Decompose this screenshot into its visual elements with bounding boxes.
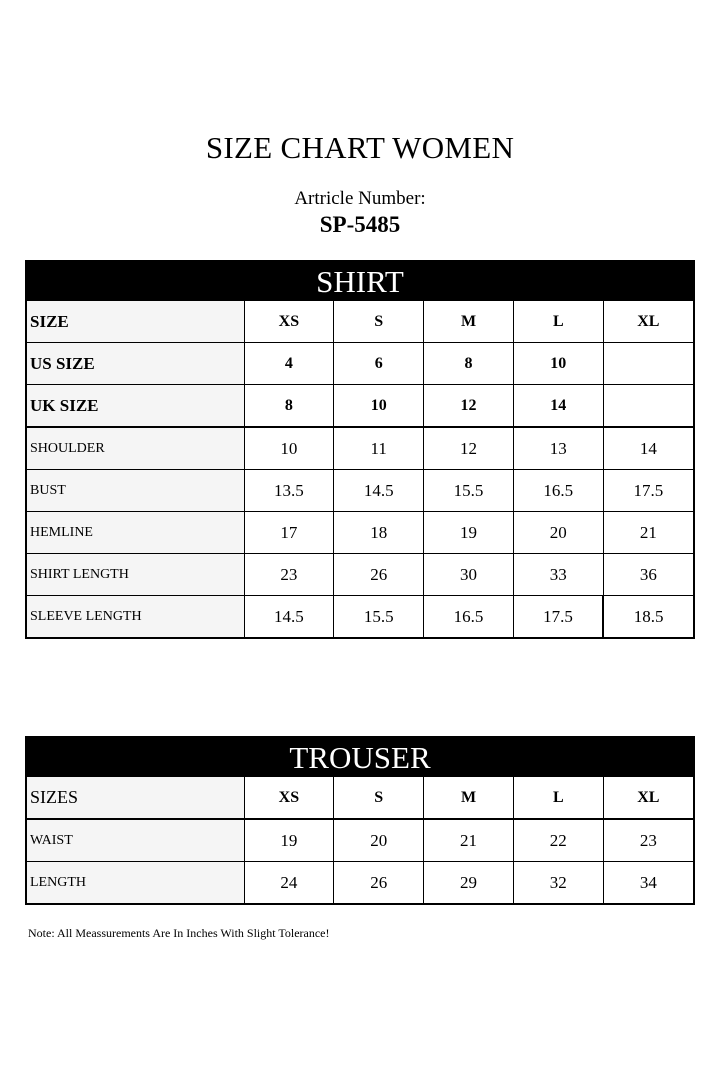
table-cell: 13 — [513, 427, 603, 470]
row-label: SLEEVE LENGTH — [27, 596, 244, 638]
table-cell: 19 — [424, 512, 514, 554]
size-col-s: S — [334, 777, 424, 820]
table-cell: 15.5 — [424, 470, 514, 512]
table-cell: 21 — [603, 512, 693, 554]
row-label: WAIST — [27, 819, 244, 862]
size-header-label: SIZE — [27, 301, 244, 343]
measurement-note: Note: All Meassurements Are In Inches With Slight Tolerance! — [28, 926, 330, 940]
table-cell: 10 — [334, 385, 424, 428]
table-row — [27, 512, 693, 554]
size-col-l: L — [513, 777, 603, 820]
trouser-size-chart — [25, 736, 695, 905]
table-cell: 16.5 — [513, 470, 603, 512]
shirt-size-chart — [25, 260, 695, 639]
trouser-table — [27, 776, 693, 903]
table-cell: 19 — [244, 819, 334, 862]
table-row — [27, 427, 693, 470]
table-cell: 14.5 — [244, 596, 334, 638]
table-cell: 20 — [513, 512, 603, 554]
size-col-xs: XS — [244, 777, 334, 820]
row-label: US SIZE — [27, 343, 244, 385]
size-col-m: M — [424, 777, 514, 820]
table-cell: 30 — [424, 554, 514, 596]
table-cell: 26 — [334, 554, 424, 596]
table-cell — [603, 385, 693, 428]
table-cell: 17.5 — [513, 596, 603, 638]
table-cell: 11 — [334, 427, 424, 470]
table-cell: 14.5 — [334, 470, 424, 512]
table-cell: 10 — [244, 427, 334, 470]
trouser-header-row — [27, 777, 693, 820]
row-label: SHIRT LENGTH — [27, 554, 244, 596]
table-cell: 17 — [244, 512, 334, 554]
table-cell: 20 — [334, 819, 424, 862]
table-cell: 15.5 — [334, 596, 424, 638]
table-row — [27, 819, 693, 862]
table-cell — [603, 343, 693, 385]
table-cell: 12 — [424, 385, 514, 428]
table-cell: 10 — [513, 343, 603, 385]
table-cell: 23 — [603, 819, 693, 862]
table-row — [27, 343, 693, 385]
table-cell: 29 — [424, 862, 514, 904]
table-cell: 21 — [424, 819, 514, 862]
size-col-xs: XS — [244, 301, 334, 343]
table-cell: 8 — [424, 343, 514, 385]
size-col-xl: XL — [603, 777, 693, 820]
article-number-value: SP-5485 — [319, 212, 401, 237]
table-row — [27, 862, 693, 904]
table-cell: 17.5 — [603, 470, 693, 512]
table-cell: 14 — [603, 427, 693, 470]
size-col-s: S — [334, 301, 424, 343]
table-cell: 12 — [424, 427, 514, 470]
shirt-heading: SHIRT — [27, 262, 693, 300]
table-cell: 36 — [603, 554, 693, 596]
row-label: UK SIZE — [27, 385, 244, 428]
table-cell: 18 — [334, 512, 424, 554]
shirt-header-row — [27, 301, 693, 343]
row-label: SHOULDER — [27, 427, 244, 470]
table-cell: 4 — [244, 343, 334, 385]
table-cell: 23 — [244, 554, 334, 596]
table-cell: 6 — [334, 343, 424, 385]
row-label: LENGTH — [27, 862, 244, 904]
table-row — [27, 554, 693, 596]
table-cell: 16.5 — [424, 596, 514, 638]
article-number-label: Artricle Number: — [294, 188, 426, 209]
table-cell: 34 — [603, 862, 693, 904]
trouser-heading: TROUSER — [27, 738, 693, 776]
table-cell: 33 — [513, 554, 603, 596]
table-cell: 18.5 — [603, 596, 693, 638]
table-cell: 14 — [513, 385, 603, 428]
table-row — [27, 596, 693, 638]
table-cell: 8 — [244, 385, 334, 428]
table-cell: 22 — [513, 819, 603, 862]
size-col-m: M — [424, 301, 514, 343]
table-cell: 32 — [513, 862, 603, 904]
size-col-l: L — [513, 301, 603, 343]
sizes-header-label: SIZES — [27, 777, 244, 820]
table-cell: 24 — [244, 862, 334, 904]
row-label: HEMLINE — [27, 512, 244, 554]
shirt-table — [27, 300, 693, 637]
page-title: SIZE CHART WOMEN — [205, 130, 515, 165]
table-cell: 13.5 — [244, 470, 334, 512]
size-col-xl: XL — [603, 301, 693, 343]
table-row — [27, 470, 693, 512]
row-label: BUST — [27, 470, 244, 512]
table-row — [27, 385, 693, 428]
table-cell: 26 — [334, 862, 424, 904]
